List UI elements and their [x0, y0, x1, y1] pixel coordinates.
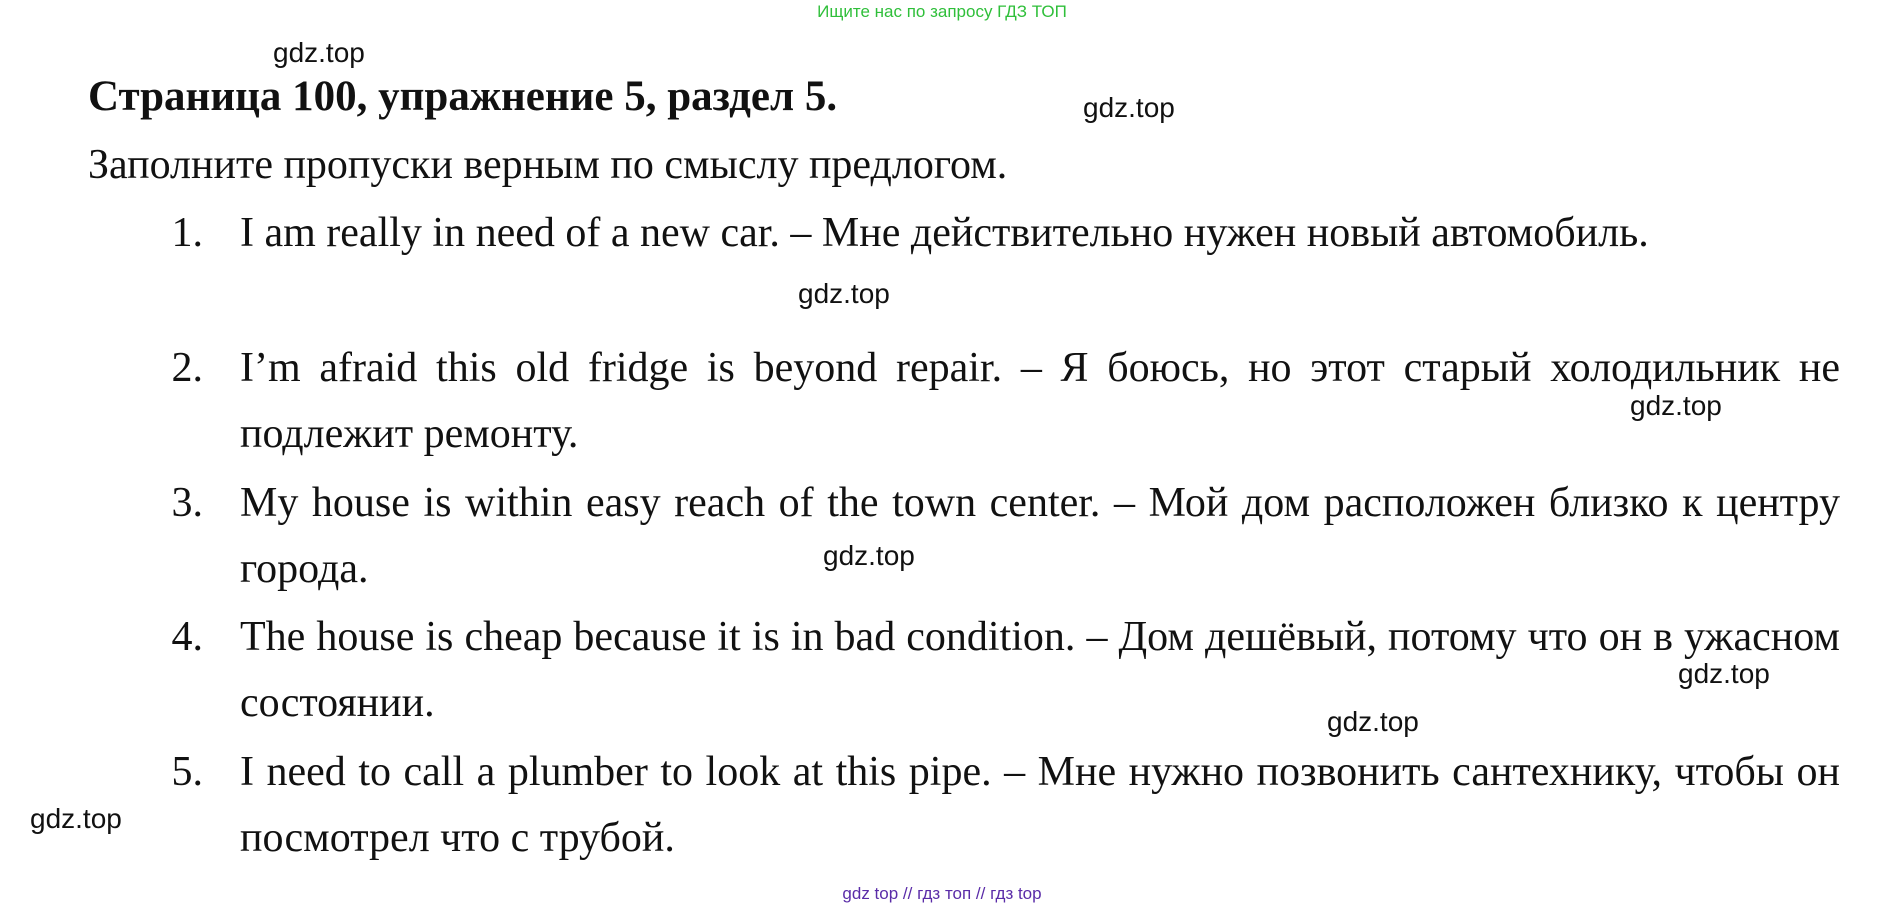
item-text: The house is cheap because it is in bad condition. – Дом дешёвый, потому что он в ужасном состоянии. [240, 614, 1840, 726]
watermark: gdz.top [1630, 390, 1722, 421]
item-text: My house is within easy reach of the town center. – Мой дом расположен близко к центру города. [240, 480, 1840, 592]
exercise-instruction: Заполните пропуски верным по смыслу предлогом. [88, 142, 1008, 188]
item-text: I’m afraid this old fridge is beyond repair. – Я боюсь, но этот старый холодильник не подлежит ремонту. [240, 345, 1840, 457]
watermark: gdz.top [1083, 92, 1175, 123]
item-number: 2. [171, 345, 203, 391]
footer-links[interactable]: gdz top // гдз топ // гдз top [842, 884, 1042, 903]
item-number: 4. [171, 614, 203, 660]
watermark: gdz.top [1678, 658, 1770, 689]
page-title: Страница 100, упражнение 5, раздел 5. [88, 73, 838, 120]
watermark: gdz.top [30, 803, 122, 834]
item-number: 1. [171, 210, 203, 256]
watermark: gdz.top [823, 540, 915, 571]
watermark: gdz.top [273, 37, 365, 68]
item-text: I am really in need of a new car. – Мне действительно нужен новый автомобиль. [240, 210, 1649, 256]
item-text: I need to call a plumber to look at this pipe. – Мне нужно позвонить сантехнику, чтобы он посмотрел что с трубой. [240, 749, 1840, 861]
watermark: gdz.top [1327, 706, 1419, 737]
search-hint-link[interactable]: Ищите нас по запросу ГДЗ ТОП [817, 2, 1067, 21]
item-number: 5. [171, 749, 203, 795]
item-number: 3. [171, 480, 203, 526]
watermark: gdz.top [798, 278, 890, 309]
